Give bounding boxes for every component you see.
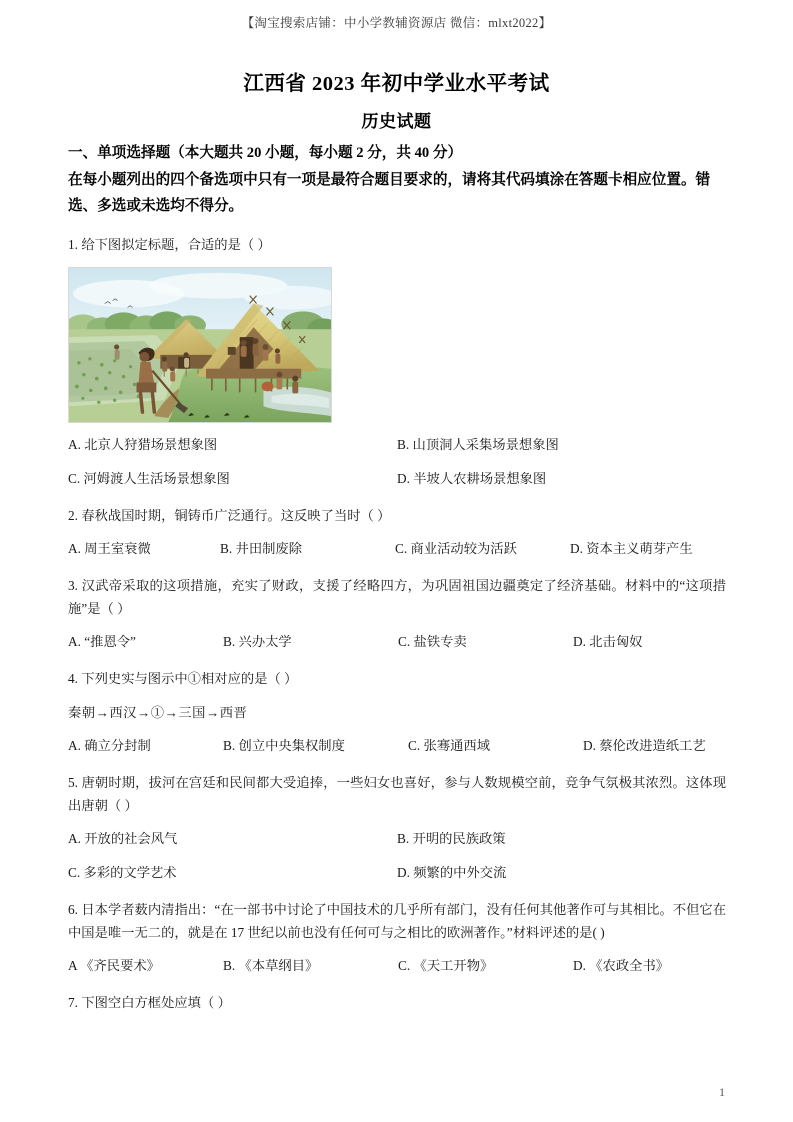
page-number: 1 [719,1085,725,1099]
question-5-option-d[interactable]: D. 频繁的中外交流 [397,865,507,880]
question-6-option-c[interactable]: C. 《天工开物》 [398,958,494,973]
question-3-option-b[interactable]: B. 兴办太学 [223,634,292,649]
question-5-options-row-1 [68,827,726,850]
question-2-options [68,537,726,560]
shop-watermark-banner: 【淘宝搜索店铺：中小学教辅资源店 微信：mlxt2022】 [241,16,552,30]
question-3-stem [68,574,726,620]
question-5-option-c[interactable]: C. 多彩的文学艺术 [68,865,177,880]
question-6-option-d[interactable]: D. 《农政全书》 [573,958,670,973]
question-5-option-a[interactable]: A. 开放的社会风气 [68,831,178,846]
question-5-option-b[interactable]: B. 开明的民族政策 [397,831,506,846]
question-6-stem [68,898,726,944]
question-1-options-row-2 [68,467,726,490]
question-7-number: 7. [68,995,78,1010]
question-4-option-b[interactable]: B. 创立中央集权制度 [223,738,345,753]
question-3-number: 3. [68,578,78,593]
question-7-stem [68,991,726,1014]
question-6-option-a[interactable]: A 《齐民要术》 [68,958,160,973]
question-1-option-b[interactable]: B. 山顶洞人采集场景想象图 [397,437,559,452]
question-3-option-a[interactable]: A. “推恩令” [68,634,136,649]
question-2-stem [68,504,726,527]
question-1-number: 1. [68,237,78,252]
question-3-options [68,630,726,653]
question-3-text: 汉武帝采取的这项措施，充实了财政，支援了经略四方，为巩固祖国边疆奠定了经济基础。材料中的“这项措施”是（ ） [68,578,727,616]
question-1-text: 给下图拟定标题，合适的是（ ） [81,237,271,252]
question-6 [68,898,726,977]
question-2 [68,504,726,560]
hemudu-village-illustration [69,268,331,422]
question-4-option-d[interactable]: D. 蔡伦改进造纸工艺 [583,738,706,753]
question-2-option-c[interactable]: C. 商业活动较为活跃 [395,541,517,556]
question-7 [68,991,726,1014]
question-4-option-c[interactable]: C. 张骞通西域 [408,738,491,753]
question-3-option-d[interactable]: D. 北击匈奴 [573,634,643,649]
question-5-options-row-2 [68,861,726,884]
question-4-stem [68,667,726,690]
question-1 [68,233,726,490]
question-3 [68,574,726,653]
question-1-options-row-1 [68,433,726,456]
exam-content [68,141,726,1014]
section-heading: 一、单项选择题（本大题共 20 小题，每小题 2 分，共 40 分） [68,145,463,161]
page-subtitle: 历史试题 [361,112,432,131]
question-6-number: 6. [68,902,78,917]
question-4 [68,667,726,757]
question-6-text: 日本学者薮内清指出：“在一部书中讨论了中国技术的几乎所有部门，没有任何其他著作可与其相比。不但它在中国是唯一无二的，就是在 17 世纪以前也没有任何可与之相比的欧洲著作。”材料评述的是( ) [68,902,726,940]
question-4-text: 下列史实与图示中①相对应的是（ ） [81,671,298,686]
question-3-option-c[interactable]: C. 盐铁专卖 [398,634,467,649]
question-5-number: 5. [68,775,78,790]
page-title: 江西省 2023 年初中学业水平考试 [243,73,550,95]
question-4-timeline-diagram: 秦朝→西汉→①→三国→西晋 [68,705,248,720]
question-2-text: 春秋战国时期，铜铸币广泛通行。这反映了当时（ ） [81,508,391,523]
question-6-options [68,954,726,977]
question-4-options [68,734,726,757]
question-4-number: 4. [68,671,78,686]
question-1-option-c[interactable]: C. 河姆渡人生活场景想象图 [68,471,230,486]
question-5-text: 唐朝时期，拔河在宫廷和民间都大受追捧，一些妇女也喜好，参与人数规模空前，竞争气氛极其浓烈。这体现出唐朝（ ） [68,775,727,813]
question-2-option-b[interactable]: B. 井田制废除 [220,541,303,556]
question-6-option-b[interactable]: B. 《本草纲目》 [223,958,319,973]
question-2-option-d[interactable]: D. 资本主义萌芽产生 [570,541,693,556]
question-1-option-d[interactable]: D. 半坡人农耕场景想象图 [397,471,547,486]
question-5 [68,771,726,884]
question-2-number: 2. [68,508,78,523]
question-4-option-a[interactable]: A. 确立分封制 [68,738,151,753]
section-instruction: 在每小题列出的四个备选项中只有一项是最符合题目要求的，请将其代码填涂在答题卡相应位置。错选、多选或未选均不得分。 [68,172,711,214]
question-1-figure [68,267,332,423]
question-1-stem [68,233,726,256]
question-7-text: 下图空白方框处应填（ ） [81,995,231,1010]
question-5-stem [68,771,726,817]
question-2-option-a[interactable]: A. 周王室衰微 [68,541,151,556]
question-1-option-a[interactable]: A. 北京人狩猎场景想象图 [68,437,218,452]
